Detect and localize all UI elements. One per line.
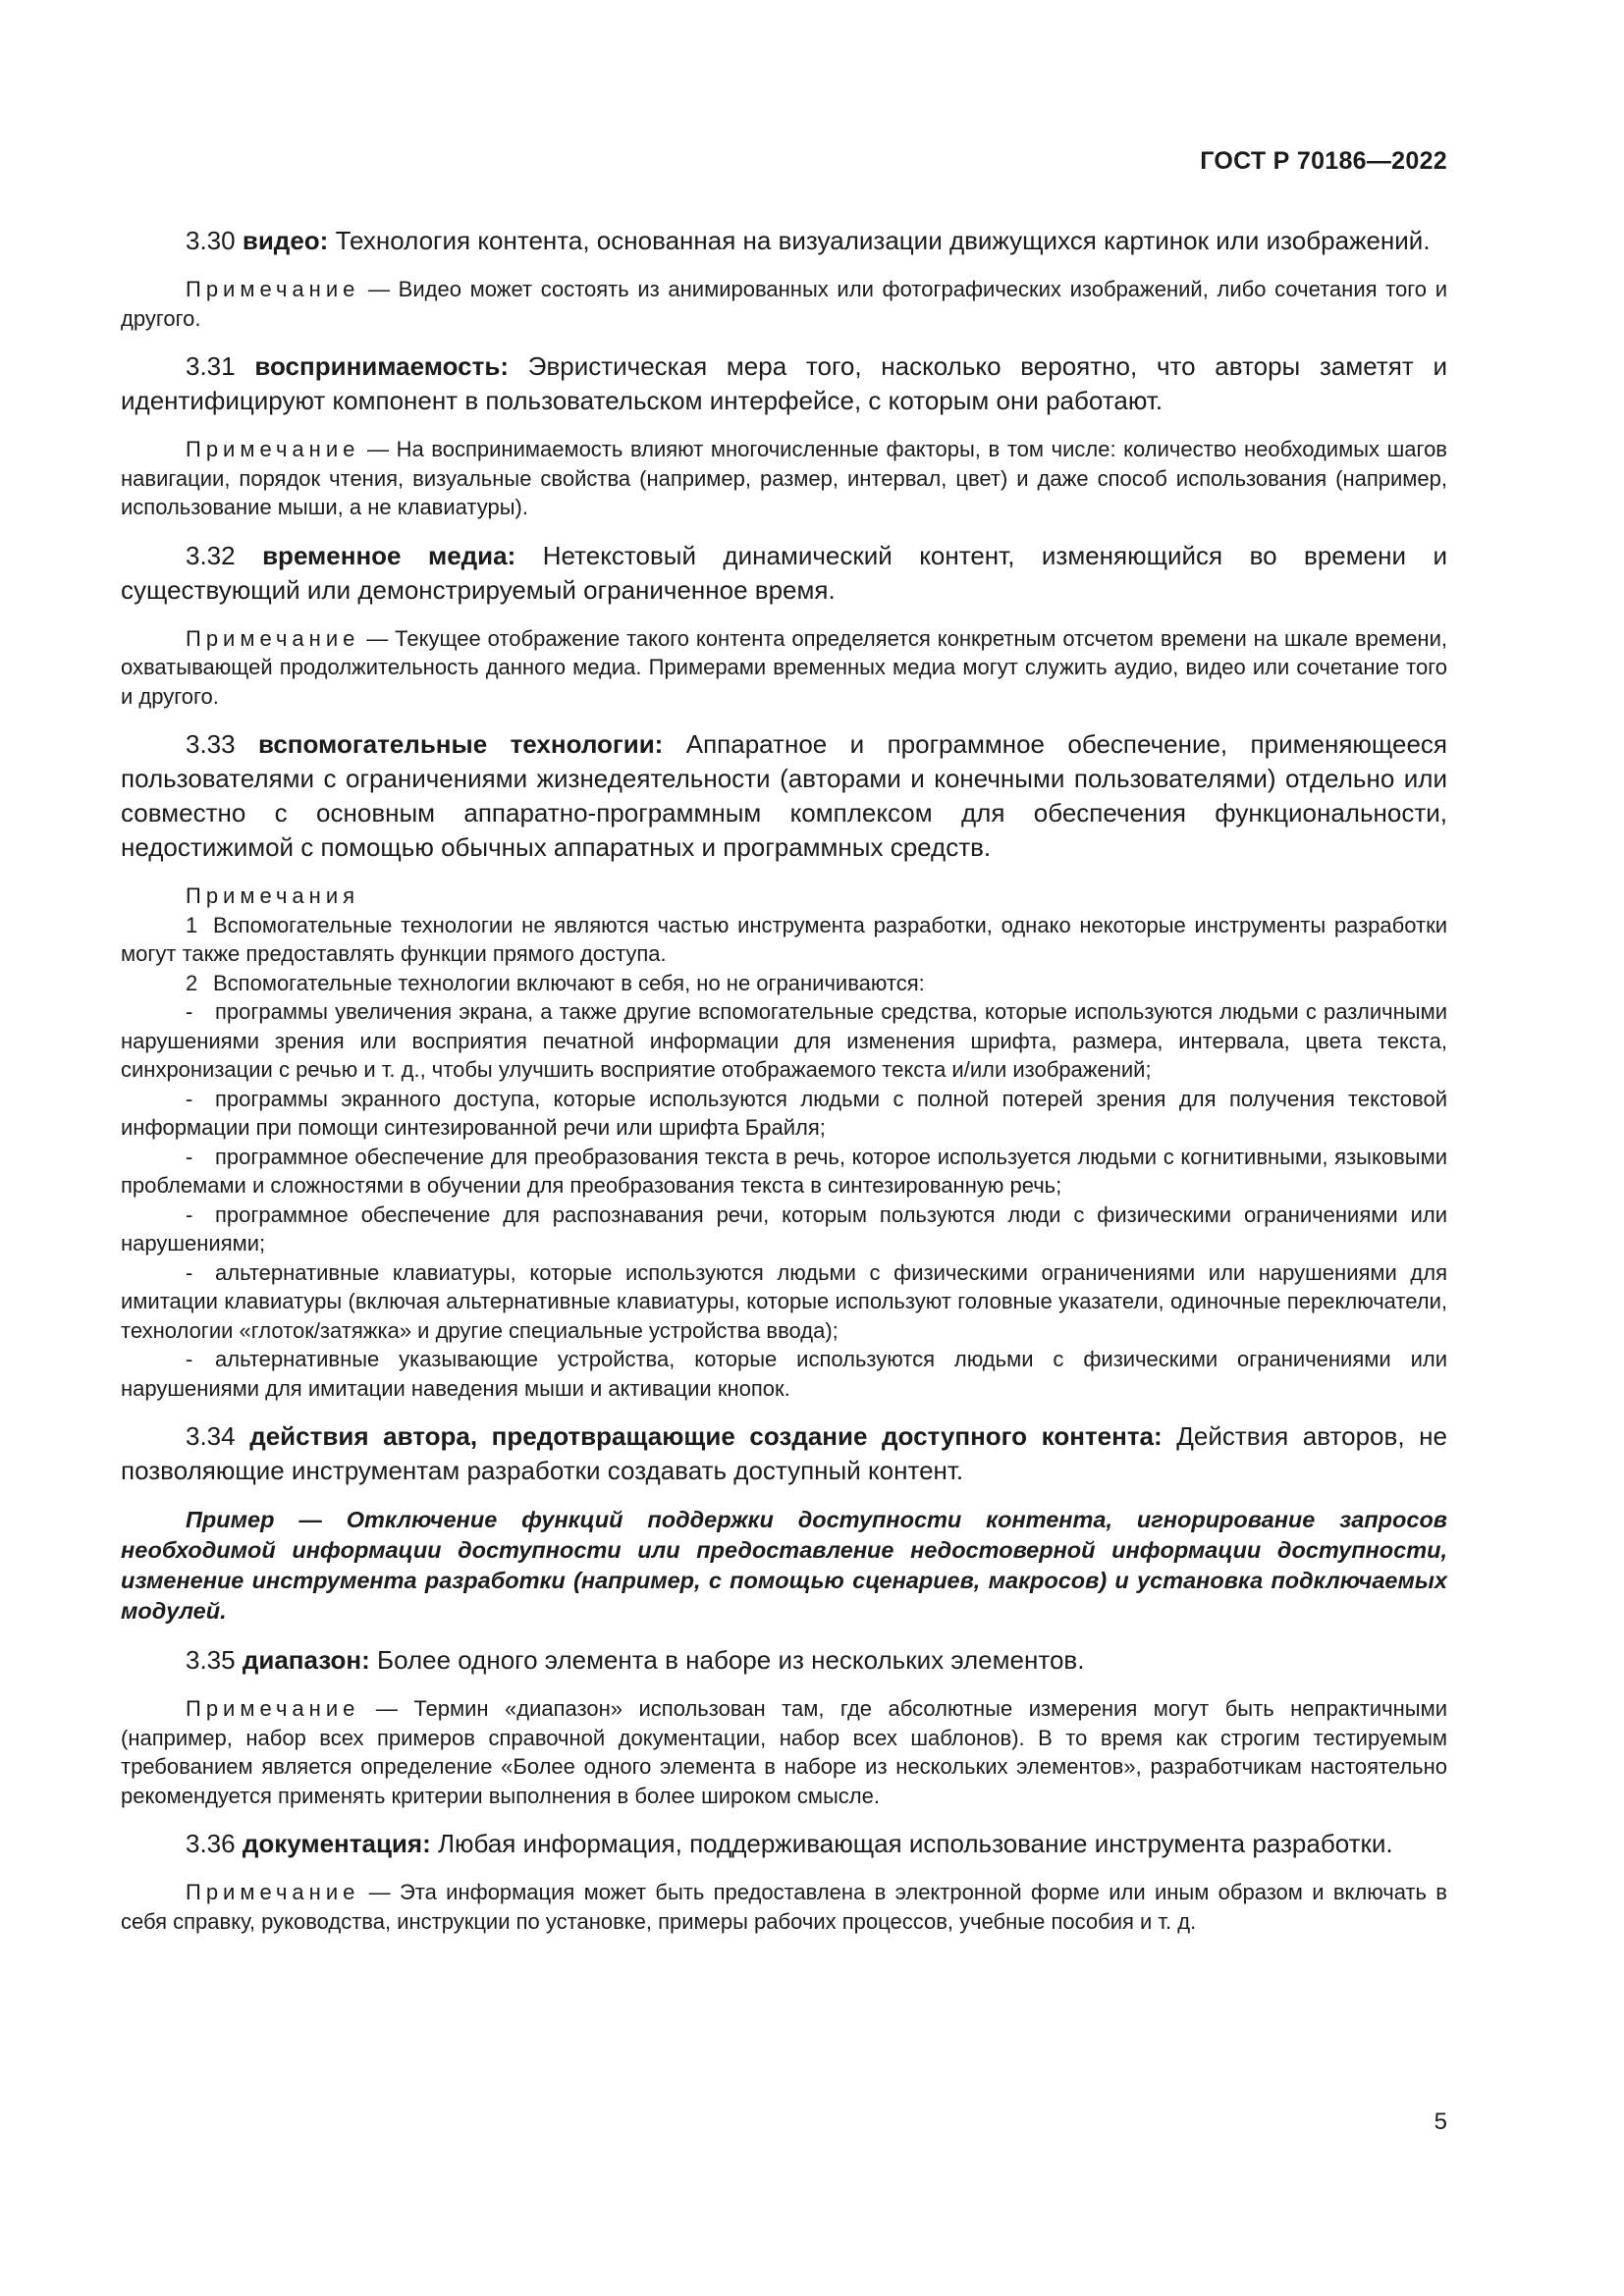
term-3-31 bbox=[121, 349, 1447, 418]
term-definition: Действия авторов, не позволяющие инструментам разработки создавать доступный контент. bbox=[121, 1421, 1447, 1485]
bullet-text: программы увеличения экрана, а также другие вспомогательные средства, которые используются людьми с различными нарушениями зрения или восприятия печатной информации для изменения шрифта, размера, интервала, цвета текста, синхронизации с речью и т. д., чтобы улучшить восприятие отображаемого текста и/или изображений; bbox=[121, 999, 1447, 1082]
term-definition: Технология контента, основанная на визуализации движущихся картинок или изображений. bbox=[335, 226, 1431, 255]
note-number: 1 bbox=[186, 912, 198, 937]
note-3-36 bbox=[121, 1878, 1447, 1936]
term-number: 3.34 bbox=[186, 1421, 236, 1451]
note-3-32 bbox=[121, 624, 1447, 712]
term-definition: Эвристическая мера того, насколько вероятно, что авторы заметят и идентифицируют компонент в пользовательском интерфейсе, с которым они работают. bbox=[121, 351, 1447, 415]
bullet-item bbox=[121, 997, 1447, 1085]
term-3-35 bbox=[121, 1643, 1447, 1678]
term-3-30 bbox=[121, 224, 1447, 258]
term-definition: Аппаратное и программное обеспечение, применяющееся пользователями с ограничениями жизнедеятельности (авторами и конечными пользователями) отдельно или совместно с основным аппаратно-программным комплексом для обеспечения функциональности, недостижимой с помощью обычных аппаратных и программных средств. bbox=[121, 729, 1447, 862]
bullet-item bbox=[121, 1345, 1447, 1403]
note-text: — Видео может состоять из анимированных или фотографических изображений, либо сочетания того и другого. bbox=[121, 277, 1447, 331]
bullet-text: программное обеспечение для преобразования текста в речь, которое используется людьми с когнитивными, языковыми проблемами и сложностями в обучении для преобразования текста в синтезированную речь; bbox=[121, 1144, 1447, 1198]
note-number: 2 bbox=[186, 970, 198, 995]
term-title: временное медиа: bbox=[262, 540, 516, 570]
term-definition: Более одного элемента в наборе из нескольких элементов. bbox=[377, 1645, 1085, 1675]
term-3-33 bbox=[121, 727, 1447, 865]
term-number: 3.31 bbox=[186, 351, 236, 381]
term-number: 3.30 bbox=[186, 226, 236, 255]
note-label: Примечание bbox=[186, 1880, 360, 1904]
bullet-item bbox=[121, 1201, 1447, 1258]
term-3-32 bbox=[121, 539, 1447, 608]
numbered-note bbox=[121, 969, 1447, 998]
bullet-item bbox=[121, 1085, 1447, 1143]
bullet-text: альтернативные указывающие устройства, которые используются людьми с физическими ограничениями или нарушениями для имитации наведения мыши и активации кнопок. bbox=[121, 1347, 1447, 1401]
note-3-35 bbox=[121, 1694, 1447, 1810]
bullet-text: программное обеспечение для распознавания речи, которым пользуются люди с физическими ограничениями или нарушениями; bbox=[121, 1201, 1447, 1255]
bullet-dash: - bbox=[186, 1144, 193, 1169]
term-number: 3.33 bbox=[186, 729, 236, 759]
note-label: Примечание bbox=[186, 1696, 360, 1721]
bullet-dash: - bbox=[186, 1259, 193, 1285]
bullet-text: альтернативные клавиатуры, которые используются людьми с физическими ограничениями или нарушениями для имитации клавиатуры (включая альтернативные клавиатуры, которые используют головные указатели, одиночные переключатели, технологии «глоток/затяжка» и другие специальные устройства ввода); bbox=[121, 1259, 1447, 1343]
term-title: вспомогательные технологии: bbox=[258, 729, 664, 759]
bullet-item bbox=[121, 1143, 1447, 1201]
term-title: видео: bbox=[242, 226, 329, 255]
note-text: Вспомогательные технологии включают в себя, но не ограничиваются: bbox=[213, 970, 925, 995]
note-text: Вспомогательные технологии не являются частью инструмента разработки, однако некоторые инструменты разработки могут также предоставлять функции прямого доступа. bbox=[121, 912, 1447, 966]
note-text: — На воспринимаемость влияют многочисленные факторы, в том числе: количество необходимых шагов навигации, порядок чтения, визуальные свойства (например, размер, интервал, цвет) и даже способ использования (например, использование мыши, а не клавиатуры). bbox=[121, 437, 1447, 519]
note-text: — Текущее отображение такого контента определяется конкретным отсчетом времени на шкале времени, охватывающей продолжительность данного медиа. Примерами временных медиа могут служить аудио, видео или сочетание того и другого. bbox=[121, 625, 1447, 709]
term-definition: Любая информация, поддерживающая использование инструмента разработки. bbox=[437, 1829, 1393, 1858]
term-title: воспринимаемость: bbox=[254, 351, 509, 381]
note-label: Примечание bbox=[186, 625, 360, 651]
notes-label: Примечания bbox=[186, 883, 360, 908]
term-title: диапазон: bbox=[242, 1645, 370, 1675]
note-label: Примечание bbox=[186, 277, 360, 301]
notes-3-33 bbox=[121, 881, 1447, 1403]
note-text: — Термин «диапазон» использован там, где абсолютные измерения могут быть непрактичными (например, набор всех примеров справочной документации, набор всех шаблонов). В то время как строгим тестируемым требованием является определение «Более одного элемента в наборе из нескольких элементов», разработчикам настоятельно рекомендуется применять критерии выполнения в более широком смысле. bbox=[121, 1696, 1447, 1808]
bullet-dash: - bbox=[186, 1347, 193, 1371]
bullet-dash: - bbox=[186, 999, 193, 1024]
document-standard-id: ГОСТ Р 70186—2022 bbox=[1200, 147, 1447, 175]
term-3-34 bbox=[121, 1419, 1447, 1488]
bullet-dash: - bbox=[186, 1086, 193, 1111]
term-3-36 bbox=[121, 1827, 1447, 1861]
bullet-text: программы экранного доступа, которые используются людьми с полной потерей зрения для получения текстовой информации при помощи синтезированной речи или шрифта Брайля; bbox=[121, 1086, 1447, 1140]
document-body bbox=[121, 224, 1447, 1936]
term-definition: Нетекстовый динамический контент, изменяющийся во времени и существующий или демонстрируемый ограниченное время. bbox=[121, 540, 1447, 605]
term-title: документация: bbox=[242, 1829, 431, 1858]
notes-heading bbox=[121, 881, 1447, 911]
numbered-note bbox=[121, 911, 1447, 969]
note-label: Примечание bbox=[186, 437, 360, 461]
bullet-dash: - bbox=[186, 1201, 193, 1227]
example-3-34: Пример — Отключение функций поддержки доступности контента, игнорирование запросов необходимой информации доступности или предоставление недостоверной информации доступности, изменение инструмента разработки (например, с помощью сценариев, макросов) и установка подключаемых модулей. bbox=[121, 1507, 1447, 1624]
note-text: — Эта информация может быть предоставлена в электронной форме или иным образом и включать в себя справку, руководства, инструкции по установке, примеры рабочих процессов, учебные пособия и т. д. bbox=[121, 1880, 1447, 1934]
term-title: действия автора, предотвращающие создание доступного контента: bbox=[249, 1421, 1163, 1451]
term-number: 3.32 bbox=[186, 540, 236, 570]
page-number: 5 bbox=[1434, 2109, 1447, 2135]
bullet-item bbox=[121, 1258, 1447, 1346]
note-3-30 bbox=[121, 275, 1447, 333]
term-number: 3.35 bbox=[186, 1645, 236, 1675]
term-number: 3.36 bbox=[186, 1829, 236, 1858]
note-3-31 bbox=[121, 435, 1447, 522]
